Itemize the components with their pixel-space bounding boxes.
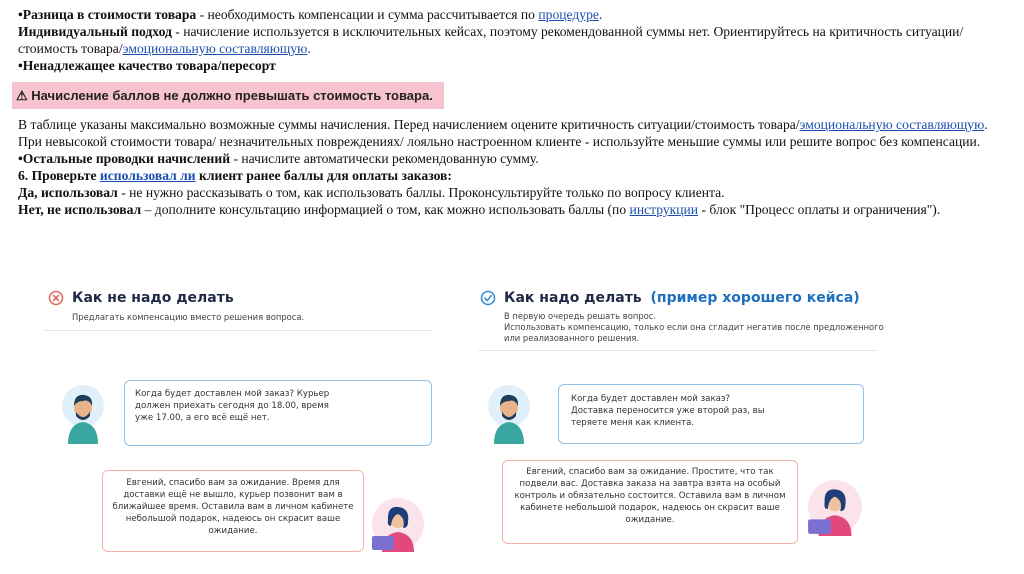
client-avatar-icon [486, 384, 532, 444]
procedure-link[interactable]: процедуре [538, 7, 599, 22]
line-step-6 [18, 167, 1008, 184]
no-used-text: – дополните консультацию информацией о том, как можно использовать баллы (по [141, 202, 630, 217]
good-subtitle-line-2: Использовать компенсацию, только если она сгладит негатив после предложенного или реализованного решения. [504, 322, 884, 343]
check-circle-icon [480, 290, 496, 306]
line-no-used [18, 201, 1008, 218]
cross-circle-icon [48, 290, 64, 306]
emotional-component-link[interactable]: эмоциональную составляющую [122, 41, 308, 56]
other-postings-heading: •Остальные проводки начислений [18, 151, 231, 166]
client-avatar-icon [60, 384, 106, 444]
bad-example-subtitle: Предлагать компенсацию вместо решения вопроса. [72, 312, 305, 322]
individual-approach-text: - начисление используется в исключительных кейсах, поэтому рекомендованной суммы нет. Ориентируйтесь на критичность ситуации/стоимость товара/ [18, 24, 964, 56]
table-description-end: . При невысокой стоимости товара/ незначительных повреждениях/ лояльно настроенном клиенте - используйте меньшие суммы или решите вопрос без компенсации. [18, 117, 988, 149]
good-client-bubble [558, 384, 864, 444]
punct: . [307, 41, 311, 56]
bad-client-bubble [124, 380, 432, 446]
other-postings-text: - начислите автоматически рекомендованную сумму. [230, 151, 539, 166]
good-agent-message: Евгений, спасибо вам за ожидание. Простите, что так подвели вас. Доставка заказа на завтра взята на особый контроль и обязательно состоится. Оставила вам в личном кабинете небольшой подарок, надеюсь он скрасит ваше ожидание. [514, 467, 786, 525]
good-example-title-text: Как надо делать [504, 290, 642, 306]
individual-approach-heading: Индивидуальный подход [18, 24, 172, 39]
good-example-title [504, 290, 860, 306]
yes-used-text: - не нужно рассказывать о том, как использовать баллы. Проконсультируйте только по вопросу клиента. [117, 185, 725, 200]
good-agent-bubble [502, 460, 798, 544]
price-difference-heading: •Разница в стоимости товара [18, 7, 197, 22]
no-used-heading: Нет, не использовал [18, 202, 142, 217]
line-other-postings [18, 150, 1008, 167]
bad-agent-bubble [102, 470, 364, 552]
no-used-text-end: - блок "Процесс оплаты и ограничения"). [698, 202, 941, 217]
line-yes-used [18, 184, 1008, 201]
yes-used-heading: Да, использовал [18, 185, 118, 200]
instructions-link[interactable]: инструкции [629, 202, 699, 217]
agent-avatar-icon [370, 496, 426, 552]
bad-divider [44, 330, 432, 331]
good-example-title-extra: (пример хорошего кейса) [650, 290, 860, 306]
good-subtitle-line-1: В первую очередь решать вопрос. [504, 311, 657, 321]
line-price-difference [18, 6, 1008, 23]
emotional-component-link-2[interactable]: эмоциональную составляющую [799, 117, 985, 132]
bad-client-message: Когда будет доставлен мой заказ? Курьер должен приехать сегодня до 18.00, время уже 17.00, а его всё ещё нет. [135, 389, 330, 423]
agent-avatar-icon [806, 478, 864, 536]
used-points-link[interactable]: использовал ли [99, 168, 196, 183]
table-description-text: В таблице указаны максимально возможные суммы начисления. Перед начислением оцените критичность ситуации/стоимость товара/ [18, 117, 800, 132]
middle-text-block [18, 116, 1008, 218]
top-text-block [18, 6, 1008, 74]
bad-quality-heading: •Ненадлежащее качество товара/пересорт [18, 58, 276, 73]
line-individual-approach [18, 23, 1008, 57]
table-description [18, 116, 1008, 150]
step-6-heading: 6. Проверьте [18, 168, 100, 183]
good-example-subtitle [504, 311, 894, 344]
bad-agent-message: Евгений, спасибо вам за ожидание. Время для доставки ещё не вышло, курьер позвонит вам в ближайшее время. Оставила вам в личном кабинете небольшой подарок, надеюсь он скрасит ваше ожидание. [112, 478, 354, 536]
good-divider [478, 350, 878, 351]
good-client-message: Когда будет доставлен мой заказ? Доставка переносится уже второй раз, вы теряете меня как клиента. [571, 394, 765, 428]
price-difference-text: - необходимость компенсации и сумма рассчитывается по [196, 7, 539, 22]
line-bad-quality [18, 57, 1008, 74]
warning-banner: ⚠ Начисление баллов не должно превышать стоимость товара. [12, 82, 444, 109]
step-6-heading-end: клиент ранее баллы для оплаты заказов: [195, 168, 452, 183]
bad-example-title: Как не надо делать [72, 290, 234, 306]
punct: . [598, 7, 603, 22]
